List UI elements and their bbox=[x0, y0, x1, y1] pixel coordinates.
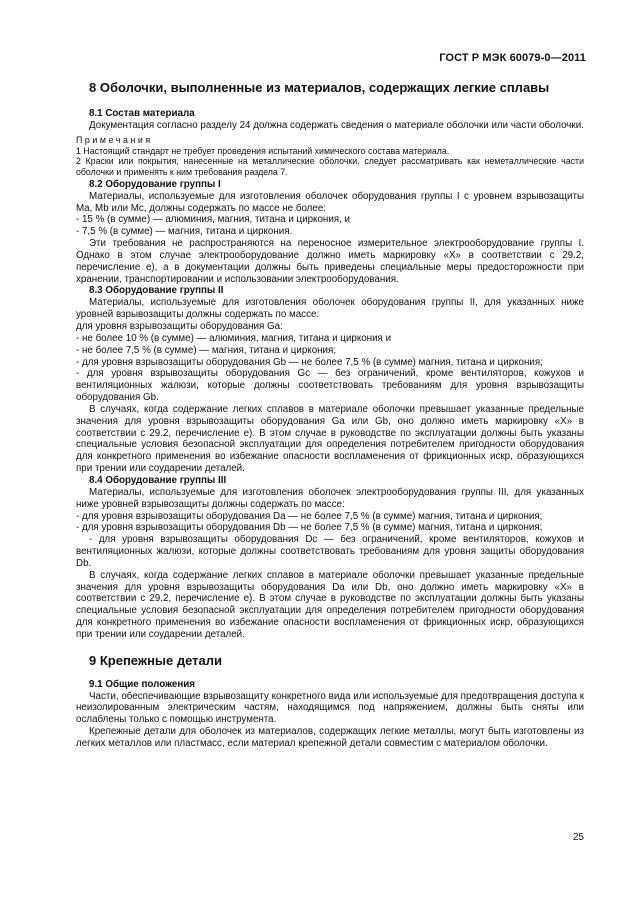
notes-title: Примечания bbox=[76, 134, 153, 145]
paragraph: для уровня взрывозащиты оборудования Ga: bbox=[76, 321, 283, 332]
paragraph: Материалы, используемые для изготовления оболочек оборудования группы I с уровнем взрывозащиты Ma, Mb или Mc, должны содержать по массе не более: bbox=[76, 190, 584, 214]
subsection-8-1-heading: 8.1 Состав материала bbox=[89, 108, 195, 119]
paragraph: Материалы, используемые для изготовления оболочек оборудования группы II, для указанных ниже уровней взрывозащиты должны содержать по массе: bbox=[76, 297, 584, 321]
list-item: - для уровня взрывозащиты оборудования Gb — не более 7,5 % (в сумме) магния, титана и циркония; bbox=[76, 356, 543, 368]
paragraph: В случаях, когда содержание легких сплавов в материале оболочки превышает указанные предельные значения для уровня взрывозащиты оборудования Ga или Gb, оно должно иметь маркировку «X» в соответствии с 29.2, перечисление e). В этом случае в руководстве по эксплуатации должны быть указаны специальные условия безопасной эксплуатации для определения потребителем пригодности оборудования для конкретного применения во избежание опасности воспламенения от фрикционных искр, образующихся при трении или соударении деталей. bbox=[76, 403, 584, 475]
list-item: - 7,5 % (в сумме) — магния, титана и циркония. bbox=[76, 226, 293, 238]
paragraph: Части, обеспечивающие взрывозащиту конкретного вида или используемые для предотвращения доступа к неизолированным электрическим частям, находящимся под напряжением, должны быть сняты или ослаблены только с помощью инструмента. bbox=[76, 690, 584, 726]
paragraph: Эти требования не распространяются на переносное измерительное электрооборудование группы I. Однако в этом случае электрооборудование должно иметь маркировку «X» в соответствии с 29.2, перечисление e), а в документации должны быть приведены специальные меры предосторожности при хранении, транспортировании и использовании электрооборудования. bbox=[76, 238, 584, 285]
paragraph: Крепежные детали для оболочек из материалов, содержащих легкие металлы, могут быть изготовлены из легких металлов или пластмасс, если материал крепежной детали совместим с материалом оболочки. bbox=[76, 726, 584, 749]
list-item: - для уровня взрывозащиты оборудования Db — не более 7,5 % (в сумме) магния, титана и циркония; bbox=[76, 522, 543, 534]
section-8-heading: 8 Оболочки, выполненные из материалов, содержащих легкие сплавы bbox=[89, 80, 550, 95]
note-1: 1 Настоящий стандарт не требует проведения испытаний химического состава материала. bbox=[76, 145, 450, 156]
notes-block bbox=[76, 135, 584, 177]
list-item: - для уровня взрывозащиты оборудования Gc — без ограничений, кроме вентиляторов, кожухов и вентиляционных жалюзи, которые должны соответствовать требованиям для уровня взрывозащиты оборудования Gb. bbox=[76, 368, 584, 404]
running-header: ГОСТ Р МЭК 60079-0—2011 bbox=[439, 52, 586, 64]
paragraph: Документация согласно разделу 24 должна содержать сведения о материале оболочки или части оболочки. bbox=[89, 119, 584, 131]
paragraph: Материалы, используемые для изготовления оболочек электрооборудования группы III, для указанных ниже уровней взрывозащиты должны содержать по массе: bbox=[76, 486, 584, 510]
list-item: - для уровня взрывозащиты оборудования Dc — без ограничений, кроме вентиляторов, кожухов и вентиляционных жалюзи, которые должны соответствовать требованиям для уровня защиты оборудования Db. bbox=[76, 534, 584, 569]
page-content bbox=[76, 80, 584, 750]
subsection-9-1-heading: 9.1 Общие положения bbox=[89, 678, 196, 690]
paragraph: В случаях, когда содержание легких сплавов в материале оболочки превышает указанные предельные значения для уровня взрывозащиты оборудования Da или Db, оно должно иметь маркировку «X» в соответствии с 29.2, перечисление e). В этом случае в руководстве по эксплуатации должны быть указаны специальные условия безопасной эксплуатации для определения потребителем пригодности оборудования для конкретного применения во избежание опасности воспламенения от фрикционных искр, образующихся при трении или соударении деталей. bbox=[76, 569, 584, 640]
section-9-heading: 9 Крепежные детали bbox=[89, 652, 223, 668]
list-item: - не более 10 % (в сумме) — алюминия, магния, титана и циркония и bbox=[76, 332, 392, 344]
subsection-8-2-heading: 8.2 Оборудование группы I bbox=[89, 178, 221, 190]
page-number: 25 bbox=[572, 832, 584, 843]
list-item: - 15 % (в сумме) — алюминия, магния, титана и циркония, и bbox=[76, 214, 351, 226]
subsection-8-4-heading: 8.4 Оборудование группы III bbox=[89, 474, 227, 486]
subsection-8-3-heading: 8.3 Оборудование группы II bbox=[89, 285, 224, 297]
list-item: - не более 7,5 % (в сумме) — магния, титана и циркония; bbox=[76, 344, 337, 356]
list-item: - для уровня взрывозащиты оборудования Da — не более 7,5 % (в сумме) магния, титана и циркония; bbox=[76, 510, 543, 522]
note-2: 2 Краски или покрытия, нанесенные на металлические оболочки, следует рассматривать как неметаллические части оболочки и применять к ним требования раздела 7. bbox=[76, 156, 584, 177]
